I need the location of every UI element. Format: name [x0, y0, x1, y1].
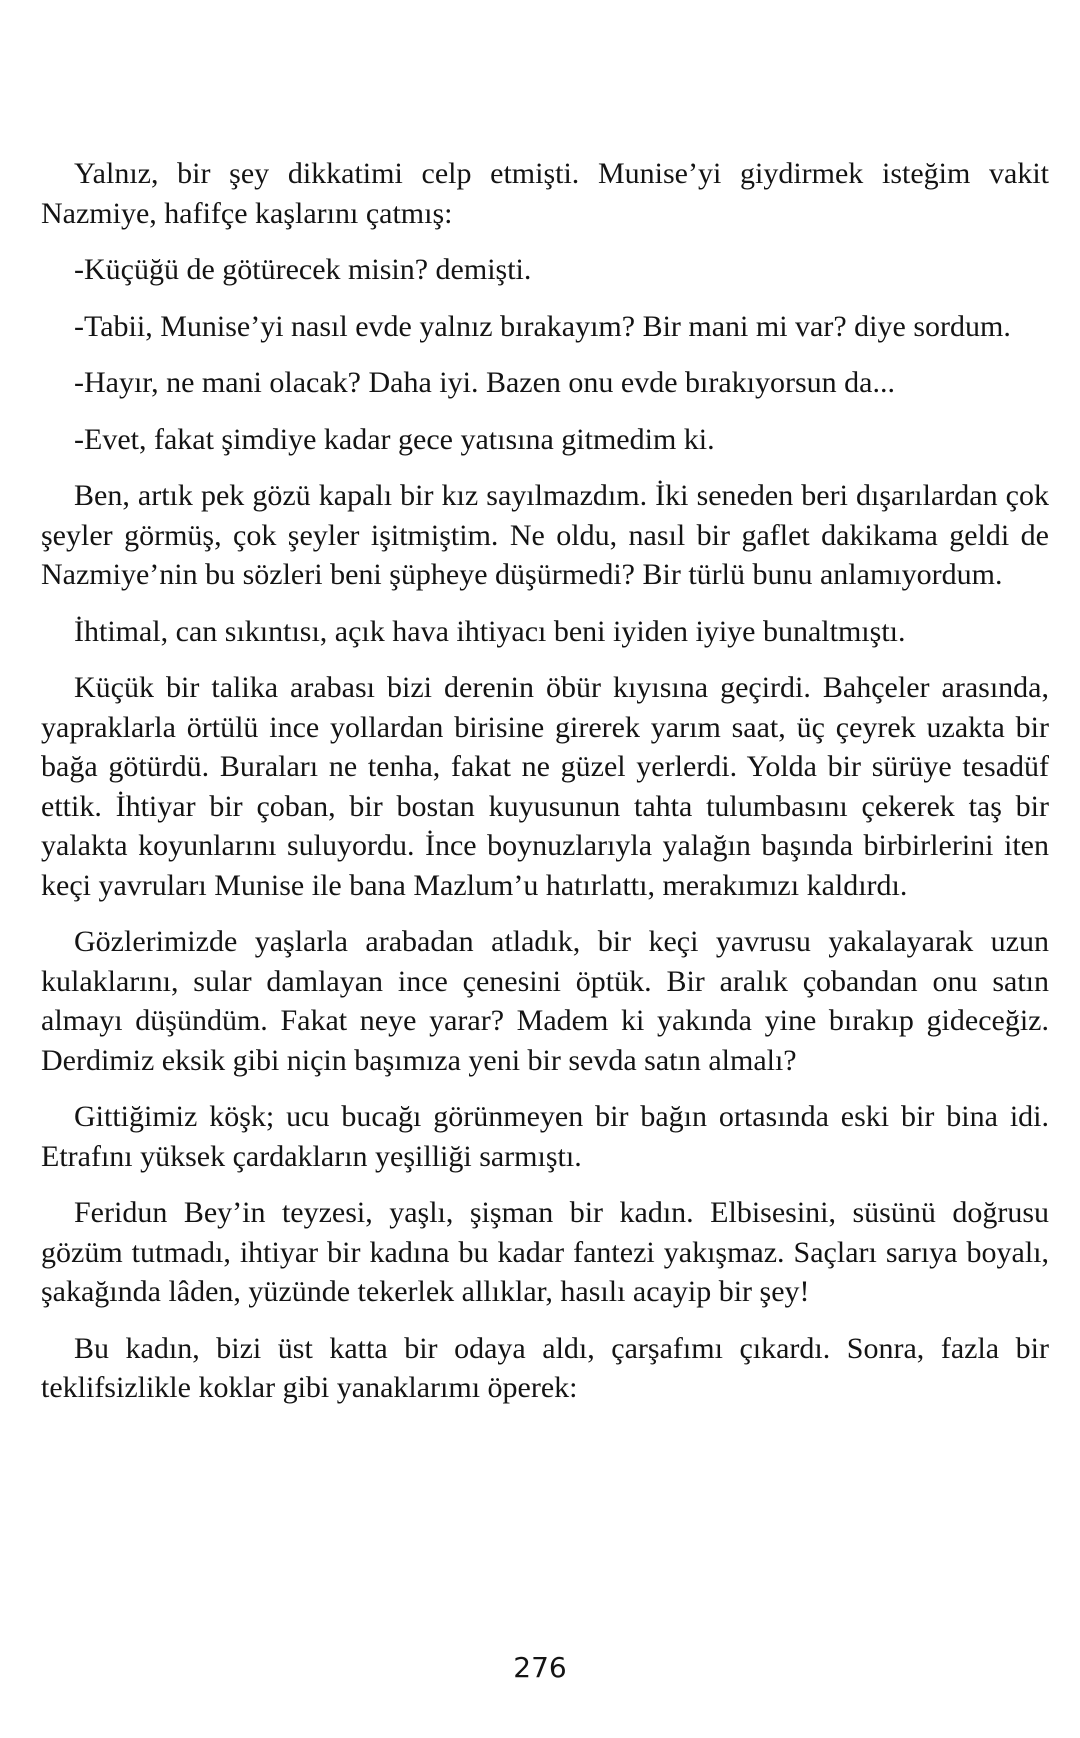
paragraph: Gittiğimiz köşk; ucu bucağı görünmeyen bir bağın ortasında eski bir bina idi. Etrafını yüksek çardakların yeşilliği sarmıştı.	[41, 1100, 1049, 1173]
paragraph: İhtimal, can sıkıntısı, açık hava ihtiyacı beni iyiden iyiye bunaltmıştı.	[74, 614, 906, 648]
page-number: 276	[513, 1651, 567, 1684]
paragraph: Ben, artık pek gözü kapalı bir kız sayılmazdım. İki seneden beri dışarılardan çok şeyler görmüş, çok şeyler işitmiştim. Ne oldu, nasıl bir gaflet dakikama geldi de Nazmiye’nin bu sözleri beni şüpheye düşürmedi? Bir türlü bunu anlamıyordum.	[41, 479, 1049, 591]
paragraph: -Küçüğü de götürecek misin? demişti.	[74, 253, 532, 286]
paragraph: Feridun Bey’in teyzesi, yaşlı, şişman bir kadın. Elbisesini, süsünü doğrusu gözüm tutmadı, ihtiyar bir kadına bu kadar fantezi yakışmaz. Saçları sarıya boyalı, şakağında lâden, yüzünde tekerlek allıklar, hasılı acayip bir şey!	[41, 1196, 1049, 1308]
paragraph: -Evet, fakat şimdiye kadar gece yatısına gitmedim ki.	[74, 422, 715, 456]
paragraph: Bu kadın, bizi üst katta bir odaya aldı, çarşafımı çıkardı. Sonra, fazla bir teklifsizlikle koklar gibi yanaklarımı öperek:	[41, 1331, 1049, 1404]
paragraph: Küçük bir talika arabası bizi derenin öbür kıyısına geçirdi. Bahçeler arasında, yapraklarla örtülü ince yollardan birisine girerek yarım saat, üç çeyrek uzakta bir bağa götürdü. Buraları ne tenha, fakat ne güzel yerlerdi. Yolda bir sürüye tesadüf ettik. İhtiyar bir çoban, bir bostan kuyusunun tahta tulumbasını çekerek taş bir yalakta koyunlarını suluyordu. İnce boynuzlarıyla yalağın başında birbirlerini iten keçi yavruları Munise ile bana Mazlum’u hatırlattı, merakımızı kaldırdı.	[41, 671, 1049, 902]
paragraph: Yalnız, bir şey dikkatimi celp etmişti. Munise’yi giydirmek isteğim vakit Nazmiye, hafifçe kaşlarını çatmış:	[41, 157, 1049, 230]
paragraph: -Tabii, Munise’yi nasıl evde yalnız bırakayım? Bir mani mi var? diye sordum.	[74, 309, 1011, 343]
paragraph: Gözlerimizde yaşlarla arabadan atladık, bir keçi yavrusu yakalayarak uzun kulaklarını, sular damlayan ince çenesini öptük. Bir aralık çobandan onu satın almayı düşündüm. Fakat neye yarar? Madem ki yakında yine bırakıp gideceğiz. Derdimiz eksik gibi niçin başımıza yeni bir sevda satın almalı?	[41, 925, 1049, 1077]
paragraph: -Hayır, ne mani olacak? Daha iyi. Bazen onu evde bırakıyorsun da...	[74, 366, 896, 399]
page-body	[41, 154, 1049, 1425]
